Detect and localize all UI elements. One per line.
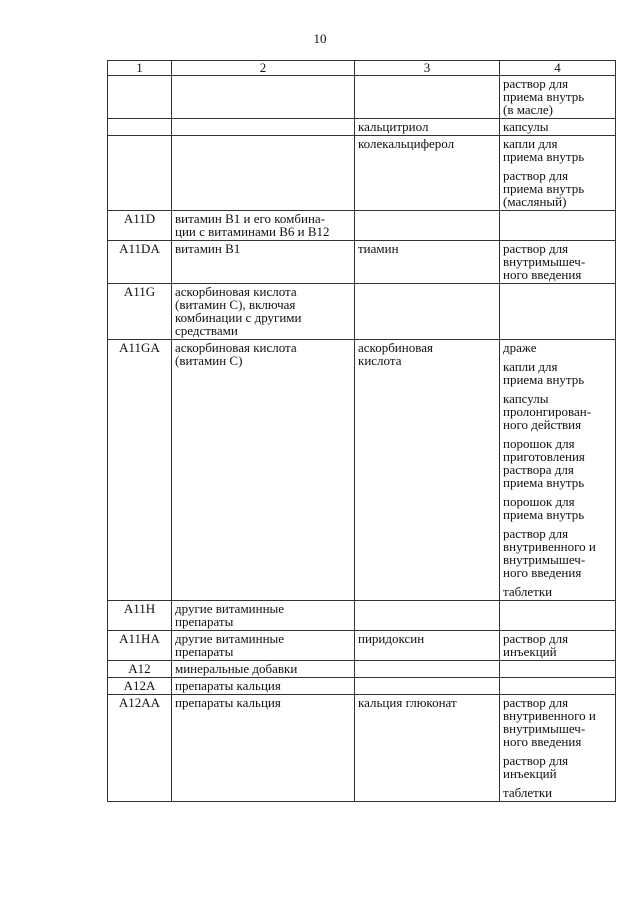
dosage-form-line: капсулы [503,119,549,134]
atc-code-cell: A11G [108,284,172,340]
atc-code-cell: A12A [108,678,172,695]
dosage-form [503,527,612,579]
page-number: 10 [313,31,327,46]
anatomical-group-cell [172,241,355,284]
table-row [108,136,616,211]
dosage-form-line: раствор для [503,753,569,768]
substance-cell [355,631,500,661]
dosage-forms-cell [500,241,616,284]
group-name-line: другие витаминные [175,601,285,616]
dosage-forms-cell [500,678,616,695]
dosage-form-line: раствор для [503,695,569,710]
dosage-form [503,754,612,780]
dosage-form [503,120,612,133]
dosage-form-line: приготовления [503,449,585,464]
group-name-line: минеральные добавки [175,661,298,676]
substance-cell [355,695,500,802]
dosage-form [503,341,612,354]
dosage-form-line: приема внутрь [503,89,585,104]
substance-name-line: кислота [358,353,402,368]
dosage-form [503,242,612,281]
group-name-line: (витамин С) [175,353,243,368]
group-name-line: (витамин С), включая [175,297,296,312]
dosage-form [503,495,612,521]
group-name-line: витамин В1 и его комбина- [175,211,326,226]
dosage-form-line: ного введения [503,267,582,282]
group-name-line: другие витаминные [175,631,285,646]
group-name-line: препараты [175,644,234,659]
dosage-form-line: внутримышеч- [503,254,586,269]
substance-cell [355,340,500,601]
anatomical-group-cell [172,76,355,119]
group-name-line: препараты кальция [175,678,281,693]
column-number-1: 1 [108,61,172,76]
dosage-form-line: пролонгирован- [503,404,592,419]
substance-cell [355,284,500,340]
anatomical-group-cell [172,661,355,678]
group-name-line: средствами [175,323,238,338]
atc-code-cell: A11DA [108,241,172,284]
dosage-form [503,392,612,431]
dosage-form-line: драже [503,340,537,355]
atc-code-cell [108,136,172,211]
dosage-forms-cell [500,340,616,601]
atc-code-cell: A12 [108,661,172,678]
dosage-form [503,437,612,489]
table-row [108,340,616,601]
table-row [108,661,616,678]
atc-code-cell [108,76,172,119]
substance-name-line: аскорбиновая [358,340,433,355]
substance-name-line: пиридоксин [358,631,425,646]
dosage-form-line: приема внутрь [503,149,585,164]
dosage-form [503,585,612,598]
anatomical-group-cell [172,119,355,136]
substance-name-line: тиамин [358,241,399,256]
dosage-forms-cell [500,119,616,136]
dosage-form-line: ного введения [503,734,582,749]
dosage-form [503,786,612,799]
anatomical-group-cell [172,284,355,340]
dosage-form [503,360,612,386]
dosage-form-line: внутривенного и [503,708,596,723]
dosage-form-line: капсулы [503,391,549,406]
substance-cell [355,661,500,678]
column-number-4: 4 [500,61,616,76]
dosage-form-line: ного введения [503,565,582,580]
dosage-form-line: раствор для [503,526,569,541]
atc-code-cell: A11GA [108,340,172,601]
anatomical-group-cell [172,678,355,695]
anatomical-group-cell [172,631,355,661]
atc-code-cell: A11H [108,601,172,631]
dosage-form-line: таблетки [503,584,553,599]
dosage-form-line: раствор для [503,76,569,91]
table-row [108,631,616,661]
dosage-forms-cell [500,211,616,241]
dosage-form-line: приема внутрь [503,507,585,522]
group-name-line: витамин В1 [175,241,241,256]
dosage-form [503,169,612,208]
group-name-line: аскорбиновая кислота [175,340,297,355]
table-row [108,76,616,119]
group-name-line: ции с витаминами В6 и В12 [175,224,330,239]
dosage-form-line: раствор для [503,168,569,183]
substance-name-line: кальцитриол [358,119,429,134]
substance-name-line: кальция глюконат [358,695,457,710]
dosage-form-line: раствор для [503,241,569,256]
dosage-form-line: внутримышеч- [503,721,586,736]
dosage-forms-cell [500,695,616,802]
table-row [108,601,616,631]
dosage-form-line: раствора для [503,462,574,477]
substance-cell [355,678,500,695]
anatomical-group-cell [172,136,355,211]
dosage-form-line: (масляный) [503,194,567,209]
dosage-forms-cell [500,284,616,340]
table-row [108,241,616,284]
table-row [108,119,616,136]
anatomical-group-cell [172,211,355,241]
dosage-form [503,137,612,163]
group-name-line: комбинации с другими [175,310,302,325]
dosage-form [503,696,612,748]
dosage-form-line: ного действия [503,417,582,432]
dosage-form-line: приема внутрь [503,372,585,387]
dosage-form-line: инъекций [503,766,557,781]
dosage-forms-cell [500,136,616,211]
anatomical-group-cell [172,601,355,631]
table-row [108,678,616,695]
substance-cell [355,601,500,631]
dosage-form-line: капли для [503,136,558,151]
atc-code-cell: A11D [108,211,172,241]
table-row [108,695,616,802]
dosage-form-line: внутривенного и [503,539,596,554]
anatomical-group-cell [172,340,355,601]
dosage-form-line: инъекций [503,644,557,659]
dosage-form-line: (в масле) [503,102,553,117]
dosage-form-line: порошок для [503,494,575,509]
group-name-line: аскорбиновая кислота [175,284,297,299]
dosage-forms-cell [500,601,616,631]
drug-classification-table [107,60,616,802]
column-number-row [108,61,616,76]
dosage-form-line: капли для [503,359,558,374]
dosage-form-line: приема внутрь [503,181,585,196]
dosage-forms-cell [500,661,616,678]
substance-cell [355,76,500,119]
dosage-forms-cell [500,76,616,119]
column-number-2: 2 [172,61,355,76]
dosage-form-line: таблетки [503,785,553,800]
substance-cell [355,211,500,241]
substance-cell [355,119,500,136]
dosage-form-line: приема внутрь [503,475,585,490]
dosage-forms-cell [500,631,616,661]
dosage-form [503,77,612,116]
atc-code-cell: A11HA [108,631,172,661]
table-row [108,211,616,241]
substance-name-line: колекальциферол [358,136,455,151]
dosage-form-line: раствор для [503,631,569,646]
group-name-line: препараты кальция [175,695,281,710]
dosage-form-line: внутримышеч- [503,552,586,567]
substance-cell [355,136,500,211]
atc-code-cell [108,119,172,136]
substance-cell [355,241,500,284]
group-name-line: препараты [175,614,234,629]
table-row [108,284,616,340]
column-number-3: 3 [355,61,500,76]
atc-code-cell: A12AA [108,695,172,802]
dosage-form-line: порошок для [503,436,575,451]
dosage-form [503,632,612,658]
anatomical-group-cell [172,695,355,802]
